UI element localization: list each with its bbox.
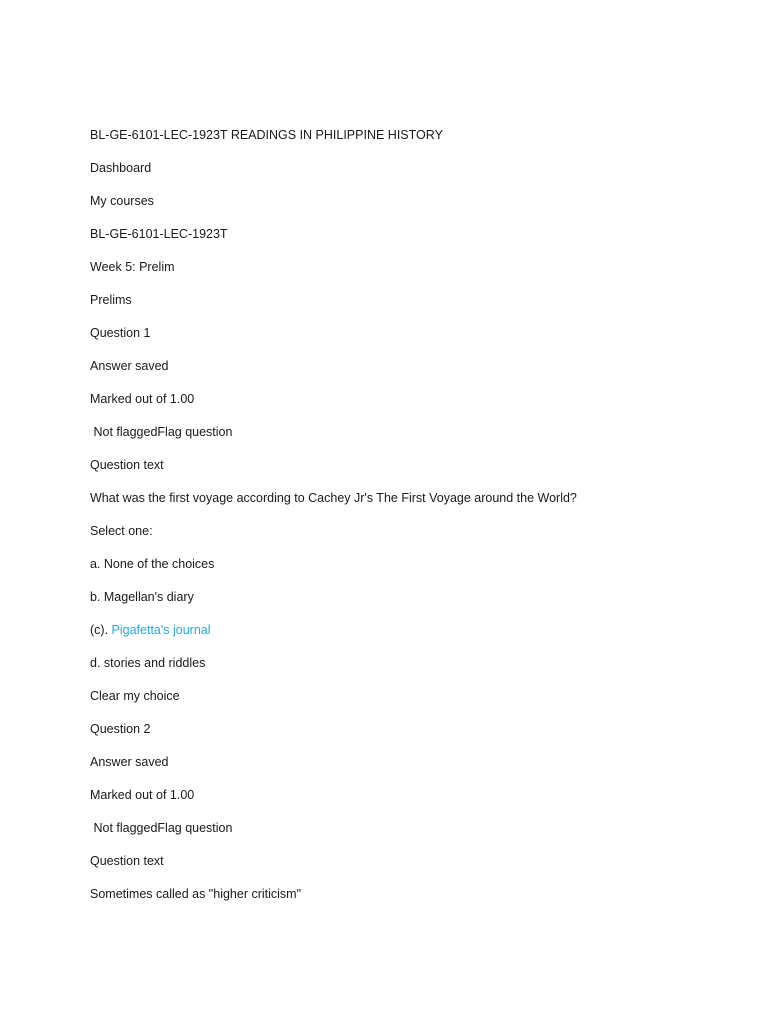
- breadcrumb-section[interactable]: Prelims: [90, 293, 132, 307]
- question-2-heading: Question 2: [90, 722, 151, 736]
- breadcrumb-my-courses[interactable]: My courses: [90, 194, 154, 208]
- option-c-selected-text: Pigafetta's journal: [111, 623, 211, 637]
- question-1-select-label: Select one:: [90, 524, 153, 538]
- question-2-marks: Marked out of 1.00: [90, 788, 195, 802]
- question-2-text-label: Question text: [90, 854, 164, 868]
- question-1-clear-choice[interactable]: Clear my choice: [90, 689, 180, 703]
- question-1-option-c[interactable]: [90, 620, 730, 653]
- breadcrumb-dashboard[interactable]: Dashboard: [90, 161, 152, 175]
- breadcrumb-course-code[interactable]: BL-GE-6101-LEC-1923T: [90, 227, 228, 241]
- document-page: [90, 125, 730, 917]
- question-1-status: Answer saved: [90, 359, 169, 373]
- course-title: BL-GE-6101-LEC-1923T READINGS IN PHILIPPINE HISTORY: [90, 128, 443, 142]
- question-2-flag[interactable]: Not flaggedFlag question: [90, 821, 233, 835]
- option-c-prefix: (c).: [90, 623, 112, 637]
- question-2-prompt: Sometimes called as "higher criticism": [90, 887, 302, 901]
- question-1-option-a[interactable]: a. None of the choices: [90, 557, 215, 571]
- question-2-status: Answer saved: [90, 755, 169, 769]
- question-1-option-b[interactable]: b. Magellan's diary: [90, 590, 194, 604]
- question-1-marks: Marked out of 1.00: [90, 392, 195, 406]
- question-1-heading: Question 1: [90, 326, 151, 340]
- question-1-text-label: Question text: [90, 458, 164, 472]
- question-1-prompt: What was the first voyage according to Cachey Jr's The First Voyage around the World?: [90, 491, 577, 505]
- question-1-flag[interactable]: Not flaggedFlag question: [90, 425, 233, 439]
- question-1-option-d[interactable]: d. stories and riddles: [90, 656, 206, 670]
- breadcrumb-week[interactable]: Week 5: Prelim: [90, 260, 175, 274]
